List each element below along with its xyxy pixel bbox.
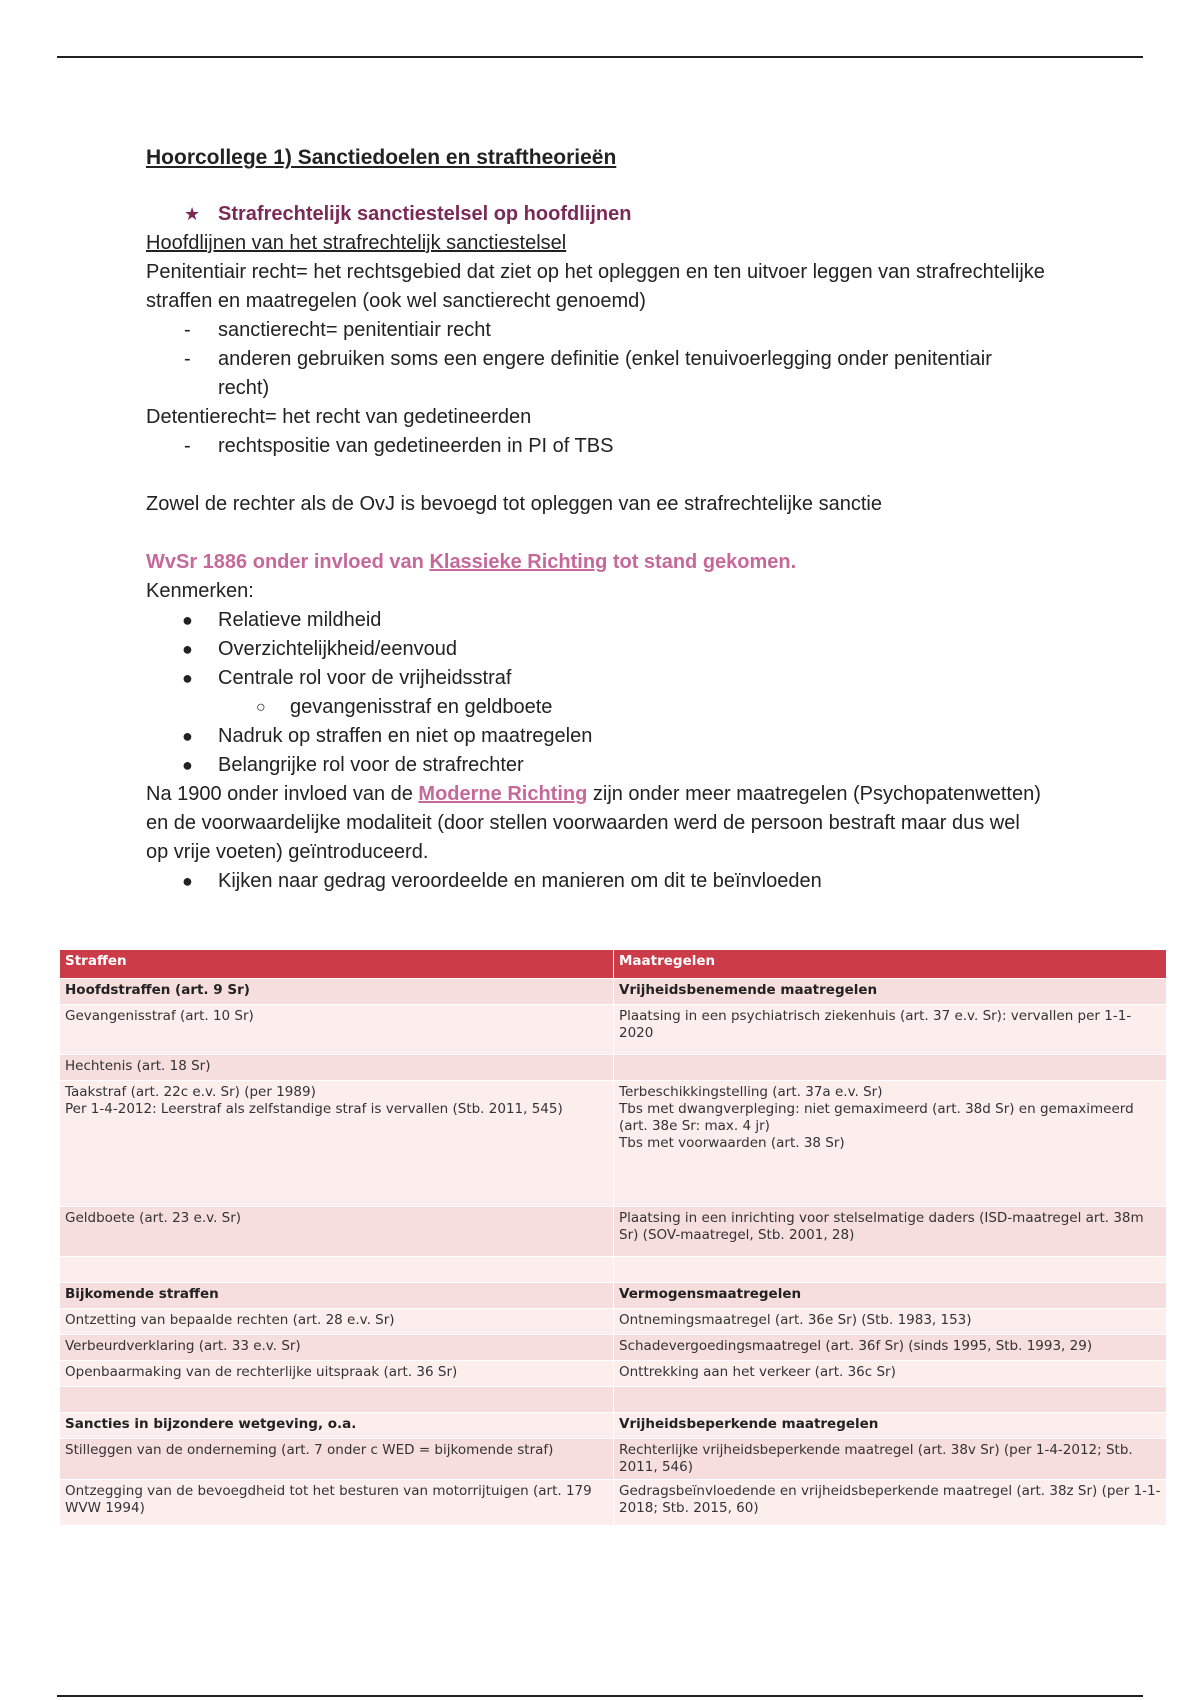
table-header-cell: Maatregelen [614,950,1167,979]
sanctions-table [59,949,1167,1526]
section-heading [146,200,1046,229]
table-row [60,1387,1167,1413]
section-heading-text: Strafrechtelijk sanctiestelsel op hoofdlijnen [218,203,632,225]
paragraph-bevoegd: Zowel de rechter als de OvJ is bevoegd tot opleggen van ee strafrechtelijke sanctie [146,493,882,515]
table-cell: Verbeurdverklaring (art. 33 e.v. Sr) [60,1335,614,1361]
table-row [60,1283,1167,1309]
table-row [60,1081,1167,1207]
paragraph-penitentiair: Penitentiair recht= het rechtsgebied dat ziet op het opleggen en ten uitvoer leggen van strafrechtelijke straffen en maatregelen (ook wel sanctierecht genoemd) [146,261,1045,312]
table-cell [614,1055,1167,1081]
table-row [60,1439,1167,1480]
table-cell: Ontnemingsmaatregel (art. 36e Sr) (Stb. 1983, 153) [614,1309,1167,1335]
top-rule [57,56,1143,58]
table-header-row [60,950,1167,979]
table-cell: Gevangenisstraf (art. 10 Sr) [60,1005,614,1055]
table-row [60,1207,1167,1257]
table-cell [60,1257,614,1283]
table-cell: Openbaarmaking van de rechterlijke uitspraak (art. 36 Sr) [60,1361,614,1387]
list-item: - sanctierecht= penitentiair recht [184,319,491,341]
table-cell: Hoofdstraffen (art. 9 Sr) [60,979,614,1005]
list-item: ● Relatieve mildheid [182,609,382,631]
list-item: ● Nadruk op straffen en niet op maatregelen [182,725,593,747]
table-row [60,1480,1167,1526]
bottom-rule [57,1695,1143,1697]
sub-bullet-list [146,693,1046,722]
table-cell: Plaatsing in een psychiatrisch ziekenhuis (art. 37 e.v. Sr): vervallen per 1-1-2020 [614,1005,1167,1055]
list-item: ● Centrale rol voor de vrijheidsstraf [182,667,512,689]
table-cell: Ontzegging van de bevoegdheid tot het besturen van motorrijtuigen (art. 179 WVW 1994) [60,1480,614,1526]
table-cell: Vermogensmaatregelen [614,1283,1167,1309]
star-icon: ★ [184,204,201,224]
link-klassieke-richting[interactable]: Klassieke Richting [429,551,608,573]
list-item: ● Belangrijke rol voor de strafrechter [182,754,524,776]
paragraph-detentierecht: Detentierecht= het recht van gedetineerden [146,406,532,428]
table-cell: Ontzetting van bepaalde rechten (art. 28 e.v. Sr) [60,1309,614,1335]
table-cell: Geldboete (art. 23 e.v. Sr) [60,1207,614,1257]
list-item: ○ gevangenisstraf en geldboete [256,696,553,718]
table-row [60,1361,1167,1387]
table-header-cell: Straffen [60,950,614,979]
link-moderne-richting[interactable]: Moderne Richting [418,783,588,805]
bullet-list-3 [146,867,1046,896]
table-cell: Rechterlijke vrijheidsbeperkende maatregel (art. 38v Sr) (per 1-4-2012; Stb. 2011, 546) [614,1439,1167,1480]
list-item: ● Kijken naar gedrag veroordeelde en manieren om dit te beïnvloeden [182,870,822,892]
table-cell: Schadevergoedingsmaatregel (art. 36f Sr) (sinds 1995, Stb. 1993, 29) [614,1335,1167,1361]
table-cell: Gedragsbeïnvloedende en vrijheidsbeperkende maatregel (art. 38z Sr) (per 1-1-2018; Stb. 2015, 60) [614,1480,1167,1526]
table-row [60,1335,1167,1361]
table-cell: Onttrekking aan het verkeer (art. 36c Sr) [614,1361,1167,1387]
table-cell [614,1387,1167,1413]
table-cell: Sancties in bijzondere wetgeving, o.a. [60,1413,614,1439]
table-cell: Bijkomende straffen [60,1283,614,1309]
list-item: - rechtspositie van gedetineerden in PI of TBS [184,435,614,457]
table-cell [60,1387,614,1413]
dash-list-2 [146,432,1046,461]
table-cell: Taakstraf (art. 22c e.v. Sr) (per 1989) Per 1-4-2012: Leerstraf als zelfstandige straf is vervallen (Stb. 2011, 545) [60,1081,614,1207]
table-cell: Vrijheidsbeperkende maatregelen [614,1413,1167,1439]
table-cell [614,1257,1167,1283]
table-cell: Hechtenis (art. 18 Sr) [60,1055,614,1081]
table-cell: Stilleggen van de onderneming (art. 7 onder c WED = bijkomende straf) [60,1439,614,1480]
table-row [60,1055,1167,1081]
table-cell: Vrijheidsbenemende maatregelen [614,979,1167,1005]
paragraph-moderne: Na 1900 onder invloed van de Moderne Richting zijn onder meer maatregelen (Psychopatenwetten) en de voorwaardelijke modaliteit (door stellen voorwaarden werd de persoon bestraft maar dus wel op vrije voeten) geïntroduceerd. [146,783,1041,863]
table-row [60,1413,1167,1439]
table-row [60,1309,1167,1335]
table-row [60,979,1167,1005]
page-title: Hoorcollege 1) Sanctiedoelen en straftheorieën [146,146,617,169]
bullet-list-1 [146,606,1046,693]
kenmerken-label: Kenmerken: [146,580,254,602]
list-item: ● Overzichtelijkheid/eenvoud [182,638,458,660]
bullet-list-2 [146,722,1046,780]
list-item: - anderen gebruiken soms een engere definitie (enkel tenuivoerlegging onder penitentiair recht) [184,348,992,399]
wvsr-heading: WvSr 1886 onder invloed van Klassieke Richting tot stand gekomen. [146,551,797,573]
dash-list-1 [146,316,1046,403]
document-body [146,143,1046,896]
table-cell: Terbeschikkingstelling (art. 37a e.v. Sr) Tbs met dwangverpleging: niet gemaximeerd (art. 38d Sr) en gemaximeerd (art. 38e Sr: max. 4 jr) Tbs met voorwaarden (art. 38 Sr) [614,1081,1167,1207]
subheading: Hoofdlijnen van het strafrechtelijk sanctiestelsel [146,232,567,254]
table-row [60,1005,1167,1055]
table-cell: Plaatsing in een inrichting voor stelselmatige daders (ISD-maatregel art. 38m Sr) (SOV-maatregel, Stb. 2001, 28) [614,1207,1167,1257]
table-row [60,1257,1167,1283]
